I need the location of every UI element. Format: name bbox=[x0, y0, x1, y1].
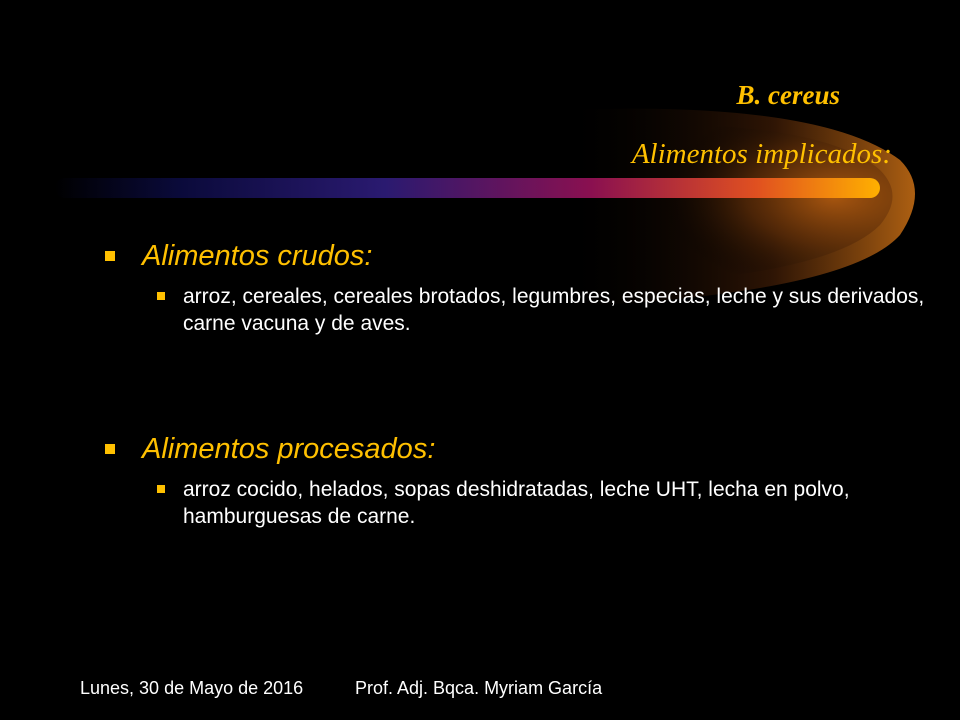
bullet-level1 bbox=[105, 240, 925, 273]
slide-subtitle: Alimentos implicados: bbox=[631, 138, 892, 170]
bullet-level1 bbox=[105, 433, 925, 466]
section-detail: arroz, cereales, cereales brotados, legumbres, especias, leche y sus derivados, carne vacuna y de aves. bbox=[183, 285, 925, 335]
section-processed-foods bbox=[105, 433, 925, 530]
square-bullet-icon bbox=[157, 485, 165, 493]
square-bullet-icon bbox=[157, 292, 165, 300]
square-bullet-icon bbox=[105, 251, 115, 261]
footer-date: Lunes, 30 de Mayo de 2016 bbox=[80, 678, 304, 698]
section-heading: Alimentos procesados: bbox=[142, 433, 436, 465]
square-bullet-icon bbox=[105, 444, 115, 454]
bullet-level2 bbox=[157, 476, 925, 530]
section-raw-foods bbox=[105, 240, 925, 337]
footer-author: Prof. Adj. Bqca. Myriam García bbox=[355, 678, 603, 698]
slide-title: B. cereus bbox=[736, 80, 840, 110]
bullet-level2 bbox=[157, 283, 925, 337]
section-detail: arroz cocido, helados, sopas deshidratadas, leche UHT, lecha en polvo, hamburguesas de carne. bbox=[183, 478, 850, 528]
section-heading: Alimentos crudos: bbox=[142, 240, 373, 272]
